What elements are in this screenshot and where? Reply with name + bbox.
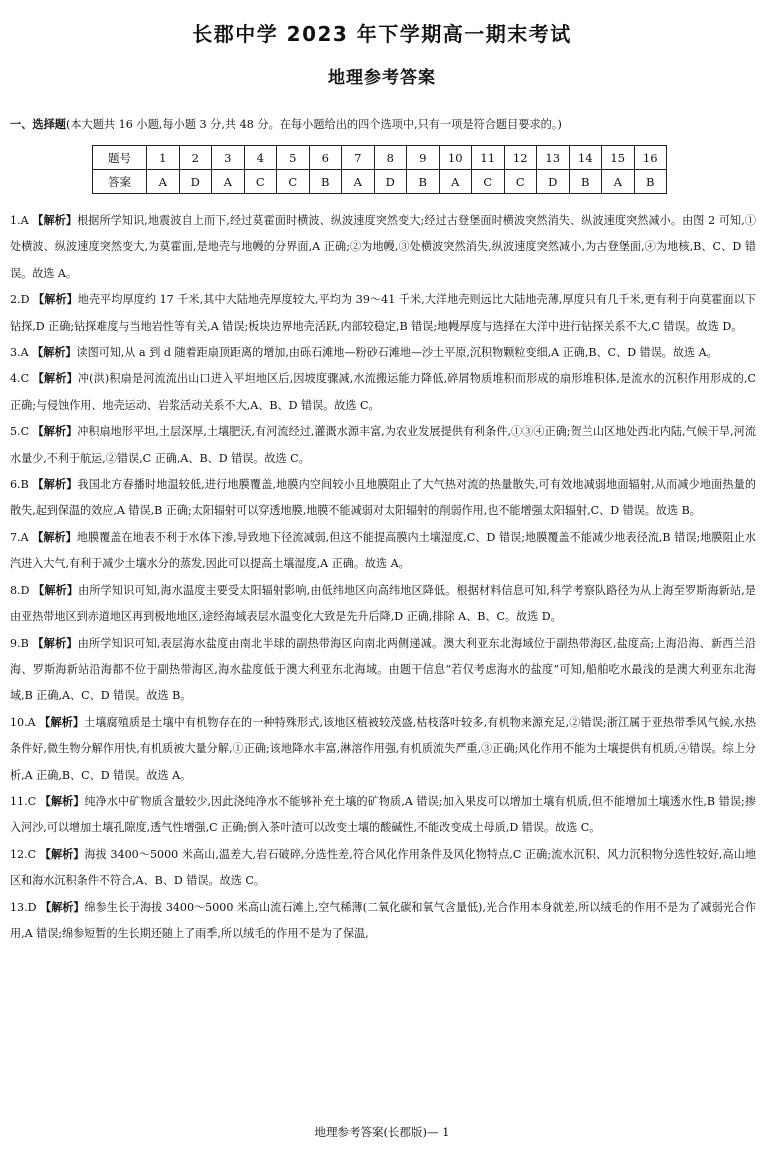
analysis-tag: 【解析】 (32, 346, 77, 360)
page-subtitle: 地理参考答案 (328, 68, 436, 88)
question-number-cell: 1 (147, 146, 180, 170)
answer-cell: A (212, 170, 245, 194)
answer-cell: C (277, 170, 310, 194)
question-number-cell: 4 (244, 146, 277, 170)
item-number: 6.B (10, 478, 29, 492)
explanation-item (10, 366, 756, 419)
answer-cell: B (569, 170, 602, 194)
analysis-tag: 【解析】 (33, 293, 78, 307)
section-heading (10, 116, 562, 132)
item-number: 8.D (10, 583, 30, 597)
item-number: 5.C (10, 425, 30, 439)
explanation-item (10, 525, 756, 578)
explanation-item (10, 287, 756, 340)
analysis-tag: 【解析】 (33, 583, 79, 597)
answer-cell: A (342, 170, 375, 194)
item-text: 由所学知识可知,海水温度主要受太阳辐射影响,由低纬地区向高纬地区降低。根据材料信息可知,科学考察队路径为从上海至罗斯海新站,是由亚热带地区到赤道地区再到极地地区,途经海域表层水温变化大致是先升后降,D 正确,排除 A、B、C。故选 D。 (10, 583, 756, 624)
answer-cell: C (472, 170, 505, 194)
analysis-tag: 【解析】 (39, 847, 85, 861)
answer-cell: C (504, 170, 537, 194)
section-description: (本大题共 16 小题,每小题 3 分,共 48 分。在每小题给出的四个选项中,只有一项是符合题目要求的。) (65, 118, 562, 131)
item-text: 冲积扇地形平坦,土层深厚,土壤肥沃,有河流经过,灌溉水源丰富,为农业发展提供有利条件,①③④正确;贺兰山区地处西北内陆,气候干旱,河流水量少,不利于航运,②错误,C 正确,A、B、D 错误。故选 C。 (10, 425, 756, 465)
answer-cell: D (537, 170, 570, 194)
question-number-cell: 9 (407, 146, 440, 170)
item-number: 2.D (10, 293, 30, 307)
explanation-item (10, 631, 756, 710)
question-number-cell: 10 (439, 146, 472, 170)
explanation-item (10, 789, 756, 842)
question-number-cell: 7 (342, 146, 375, 170)
item-text: 土壤腐殖质是土壤中有机物存在的一种特殊形式,该地区植被较茂盛,枯枝落叶较多,有机物来源充足,②错误;浙江属于亚热带季风气候,水热条件好,微生物分解作用快,有机质被大量分解,①正确;该地降水丰富,淋溶作用强,有机质流失严重,③正确;风化作用不能为土壤提供有机质,④错误。综上分析,A 正确,B、C、D 错误。故选 A。 (10, 715, 756, 782)
question-number-cell: 5 (277, 146, 310, 170)
question-number-cell: 12 (504, 146, 537, 170)
item-number: 11.C (10, 794, 37, 808)
explanation-item (10, 340, 756, 366)
explanation-item (10, 710, 756, 789)
page-footer: 地理参考答案(长郡版)— 1 (314, 1125, 450, 1139)
answer-cell: A (602, 170, 635, 194)
question-number-cell: 13 (537, 146, 570, 170)
answer-cell: B (634, 170, 667, 194)
analysis-tag: 【解析】 (32, 214, 78, 227)
explanation-item (10, 578, 756, 631)
answer-cell: D (179, 170, 212, 194)
item-text: 海拔 3400～5000 米高山,温差大,岩石破碎,分选性差,符合风化作用条件及风化物特点,C 正确;流水沉积、风力沉积物分选性较好,高山地区和海水沉积条件不符合,A、B、D 错误。故选 C。 (10, 847, 756, 888)
item-number: 1.A (10, 214, 29, 227)
item-text: 地膜覆盖在地表不利于水体下渗,导致地下径流减弱,但这不能提高膜内土壤湿度,C、D 错误;地膜覆盖不能减少地表径流,B 错误;地膜阻止水汽进入大气,有利于减少土壤水分的蒸发,因此可以提高土壤湿度,A 正确。故选 A。 (10, 530, 756, 571)
analysis-tag: 【解析】 (32, 530, 77, 544)
explanation-item (10, 895, 756, 948)
question-number-cell: 2 (179, 146, 212, 170)
explanation-list (10, 208, 756, 947)
item-number: 10.A (10, 715, 36, 729)
question-number-cell: 11 (472, 146, 505, 170)
answer-cell: B (309, 170, 342, 194)
table-row-answers (93, 170, 667, 194)
answer-cell: D (374, 170, 407, 194)
explanation-item (10, 419, 756, 472)
analysis-tag: 【解析】 (39, 715, 85, 729)
item-number: 12.C (10, 847, 37, 861)
answer-cell: B (407, 170, 440, 194)
question-number-cell: 6 (309, 146, 342, 170)
item-number: 3.A (10, 346, 29, 360)
item-number: 4.C (10, 372, 30, 386)
answer-cell: A (439, 170, 472, 194)
analysis-tag: 【解析】 (32, 425, 78, 439)
question-number-cell: 3 (212, 146, 245, 170)
analysis-tag: 【解析】 (40, 900, 85, 914)
item-text: 冲(洪)积扇是河流流出山口进入平坦地区后,因坡度骤减,水流搬运能力降低,碎屑物质堆积而形成的扇形堆积体,是流水的沉积作用形成的,C 正确;与侵蚀作用、地壳运动、岩浆活动关系不大,A、B、D 错误。故选 C。 (10, 372, 756, 412)
item-text: 我国北方春播时地温较低,进行地膜覆盖,地膜内空间较小且地膜阻止了大气热对流的热量散失,可有效地减弱地面辐射,从而减少地面热量的散失,起到保温的效应,A 错误,B 正确;太阳辐射可以穿透地膜,地膜不能减弱对太阳辐射的削弱作用,也不能增强太阳辐射,C、D 错误。故选 B。 (10, 478, 756, 518)
table-header-cell: 答案 (93, 170, 147, 194)
analysis-tag: 【解析】 (32, 372, 78, 386)
analysis-tag: 【解析】 (32, 636, 78, 650)
item-text: 读图可知,从 a 到 d 随着距扇顶距离的增加,由砾石滩地—粉砂石滩地—沙土平原,沉积物颗粒变细,A 正确,B、C、D 错误。故选 A。 (76, 346, 718, 360)
answer-cell: A (147, 170, 180, 194)
item-number: 9.B (10, 636, 29, 650)
section-label: 一、选择题 (10, 118, 66, 131)
item-text: 由所学知识可知,表层海水盐度由南北半球的副热带海区向南北两侧递减。澳大利亚东北海域位于副热带海区,盐度高;上海沿海、新西兰沿海、罗斯海新站沿海都不位于副热带海区,海水盐度低于澳大利亚东北海域。由题干信息“若仅考虑海水的盐度”可知,船舶吃水最浅的是澳大利亚东北海域,B 正确,A、C、D 错误。故选 B。 (10, 636, 757, 703)
answer-cell: C (244, 170, 277, 194)
table-header-cell: 题号 (93, 146, 147, 170)
item-text: 纯净水中矿物质含量较少,因此浇纯净水不能够补充土壤的矿物质,A 错误;加入果皮可以增加土壤有机质,但不能增加土壤透水性,B 错误;掺入河沙,可以增加土壤孔隙度,透气性增强,C 正确;倒入茶叶渣可以改变土壤的酸碱性,不能改变成土母质,D 错误。故选 C。 (10, 794, 756, 835)
item-number: 13.D (10, 900, 37, 914)
page-title: 长郡中学 2023 年下学期高一期末考试 (192, 22, 572, 46)
explanation-item (10, 472, 756, 525)
question-number-cell: 8 (374, 146, 407, 170)
item-number: 7.A (10, 530, 29, 544)
question-number-cell: 14 (569, 146, 602, 170)
item-text: 地壳平均厚度约 17 千米,其中大陆地壳厚度较大,平均为 39～41 千米,大洋地壳则远比大陆地壳薄,厚度只有几千米,更有利于向莫霍面以下钻探,D 正确;钻探难度与当地岩性等有关,A 错误;板块边界地壳活跃,内部较稳定,B 错误;地幔厚度与选择在大洋中进行钻探关系不大,C 错误。故选 D。 (10, 293, 756, 333)
question-number-cell: 16 (634, 146, 667, 170)
explanation-item (10, 208, 756, 287)
table-row-numbers (93, 146, 667, 170)
analysis-tag: 【解析】 (39, 794, 85, 808)
item-text: 绵参生长于海拔 3400～5000 米高山流石滩上,空气稀薄(二氧化碳和氧气含量低),光合作用本身就差,所以绒毛的作用不是为了减弱光合作用,A 错误;绵参短暂的生长期还随上了雨季,所以绒毛的作用不是为了保温, (10, 900, 756, 940)
explanation-item (10, 842, 756, 895)
answer-table (92, 145, 667, 194)
question-number-cell: 15 (602, 146, 635, 170)
analysis-tag: 【解析】 (32, 478, 78, 492)
item-text: 根据所学知识,地震波自上而下,经过莫霍面时横波、纵波速度突然变大;经过古登堡面时横波突然消失、纵波速度突然减小。由图 2 可知,①处横波、纵波速度突然变大,为莫霍面,是地壳与地幔的分界面,A 正确;②为地幔,③处横波突然消失,纵波速度突然减小,为古登堡面,④为地核,B、C、D 错误。故选 A。 (10, 214, 756, 280)
